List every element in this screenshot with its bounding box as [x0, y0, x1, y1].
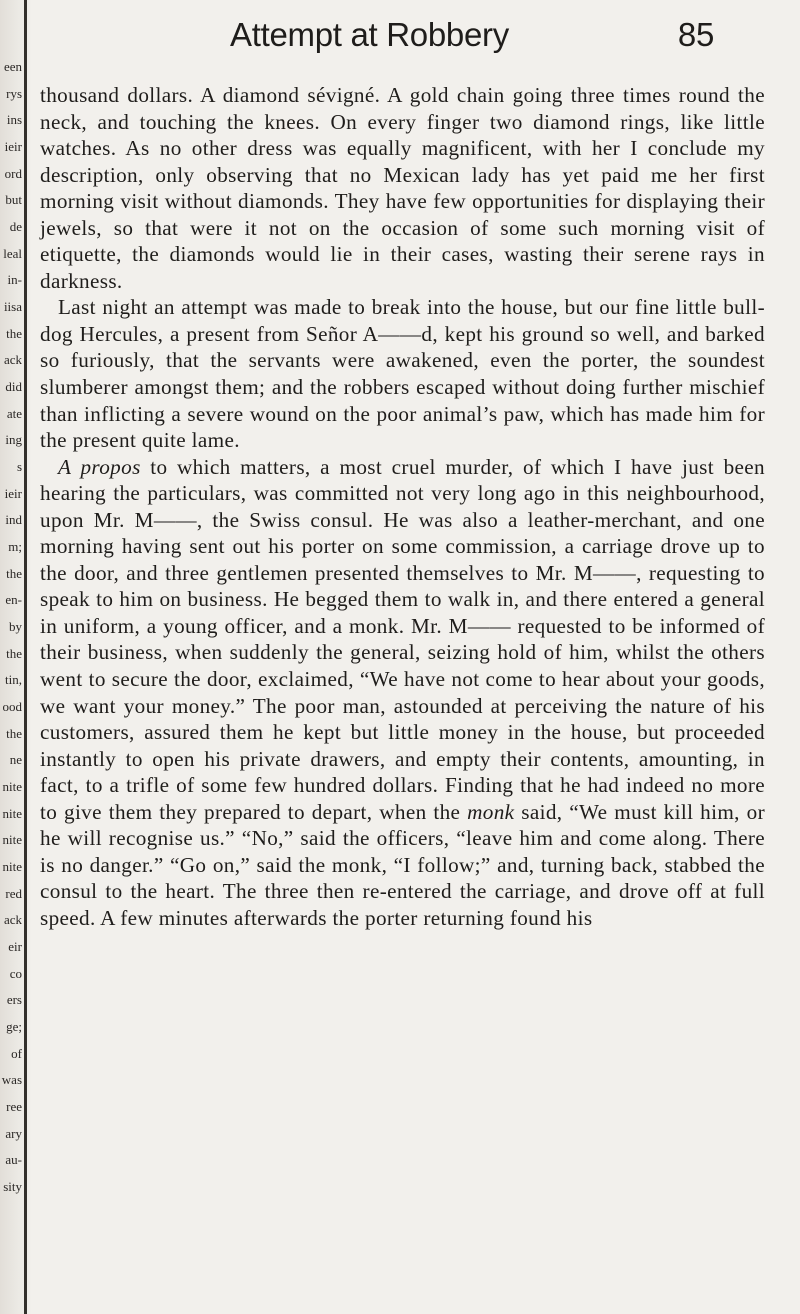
- gutter-fragment: ack: [3, 913, 22, 928]
- gutter-fragment: ers: [6, 993, 22, 1008]
- gutter-fragment: but: [5, 193, 22, 208]
- binding-edge: [24, 0, 27, 1314]
- gutter-fragment: m;: [8, 540, 22, 554]
- gutter-fragment: ieir: [4, 140, 22, 154]
- gutter-fragment: iisa: [3, 300, 22, 314]
- gutter-fragment: leal: [3, 246, 22, 261]
- gutter-fragment: de: [9, 220, 22, 234]
- gutter-fragment: sity: [3, 1180, 22, 1194]
- gutter-fragment: tin,: [5, 673, 22, 688]
- running-title: Attempt at Robbery: [230, 16, 509, 53]
- gutter-fragment: red: [5, 886, 22, 901]
- gutter-fragment: ing: [5, 433, 22, 448]
- gutter-fragment: een: [3, 60, 22, 74]
- italic-word: monk: [467, 799, 515, 824]
- gutter-fragment: au-: [5, 1153, 22, 1168]
- gutter-fragment: the: [6, 726, 22, 741]
- gutter-fragment: eir: [8, 940, 22, 954]
- gutter-fragment: the: [6, 326, 22, 341]
- gutter-fragment: nite: [2, 833, 22, 848]
- gutter-fragment: by: [9, 620, 22, 634]
- gutter-fragment: did: [5, 380, 22, 394]
- gutter-fragment: ieir: [4, 486, 22, 501]
- gutter-fragment: rys: [6, 86, 22, 101]
- paragraph-3: [40, 454, 765, 932]
- paragraph-2: Last night an attempt was made to break into the house, but our fine little bull-dog Hercules, a present from Señor A——d, kept his ground so well, and barked so furiously, that the servants were awakened, even the porter, the soundest slumberer amongst them; and the robbers escaped without doing further mischief than inflicting a severe wound on the poor animal’s paw, which has made him for the present quite lame.: [40, 295, 765, 453]
- gutter-fragment: nite: [2, 806, 22, 821]
- gutter-fragment: ne: [9, 753, 22, 768]
- gutter-fragment: of: [11, 1046, 22, 1061]
- paragraph-3-text: to which matters, a most cruel murder, of which I have just been hearing the particulars, was committed not very long ago in this neighbourhood, upon Mr. M——, the Swiss consul. He was also a leather-merchant, and one morning having sent out his porter on some commission, a carriage drove up to the door, and three gentlemen presented themselves to Mr. M——, requesting to speak to him on business. He begged them to walk in, and there entered a general in uniform, a young officer, and a monk. Mr. M—— requested to be informed of their business, when suddenly the general, seizing hold of him, whilst the others went to secure the door, exclaimed, “We have not come to hear about your goods, we want your money.” The poor man, astounded at perceiving the nature of his customers, assured them he kept but little money in the house, but proceeded instantly to open his private drawers, and empty their contents, amounting, in fact, to a trifle of some few hundred dollars. Finding that he had indeed no more to give them they prepared to depart, when the: [40, 454, 765, 824]
- gutter-fragment: ord: [4, 166, 22, 181]
- gutter-fragment: ate: [6, 406, 22, 421]
- gutter-fragment: ge;: [6, 1020, 22, 1034]
- gutter-fragment: ood: [2, 700, 22, 714]
- gutter-fragment: ins: [6, 113, 22, 128]
- gutter-fragment: nite: [2, 780, 22, 794]
- facing-page-gutter: [0, 0, 32, 1314]
- gutter-fragment: ind: [5, 513, 22, 528]
- gutter-fragment: nite: [2, 860, 22, 874]
- gutter-fragment: the: [6, 566, 22, 581]
- paragraph-3-text-after: said, “We must kill him, or he will recognise us.” “No,” said the officers, “leave him and come along. There is no danger.” “Go on,” said the monk, “I follow;” and, turning back, stabbed the consul to the heart. The three then re-entered the carriage, and drove off at full speed. A few minutes afterwards the porter returning found his: [40, 799, 765, 930]
- page-number: 85: [677, 16, 714, 53]
- gutter-fragment: co: [9, 966, 22, 981]
- gutter-fragment: the: [6, 646, 22, 661]
- gutter-fragment: ree: [6, 1100, 22, 1114]
- gutter-fragment: in-: [7, 273, 22, 288]
- gutter-fragment: en-: [5, 593, 22, 608]
- italic-lead: A propos: [58, 454, 141, 479]
- running-header: [170, 10, 714, 56]
- gutter-fragment: ary: [5, 1126, 22, 1141]
- gutter-fragment: ack: [3, 353, 22, 368]
- paragraph-1: thousand dollars. A diamond sévigné. A gold chain going three times round the neck, and touching the knees. On every finger two diamond rings, like little watches. As no other dress was equally magnificent, with her I conclude my description, only observing that no Mexican lady has yet paid me her first morning visit without diamonds. They have few opportunities for displaying their jewels, so that were it not on the occasion of some such morning visit of etiquette, the diamonds would lie in their cases, wasting their serene rays in darkness.: [40, 83, 765, 293]
- gutter-fragment: was: [1, 1073, 22, 1088]
- gutter-fragment: s: [16, 460, 22, 474]
- page-body: [40, 82, 765, 932]
